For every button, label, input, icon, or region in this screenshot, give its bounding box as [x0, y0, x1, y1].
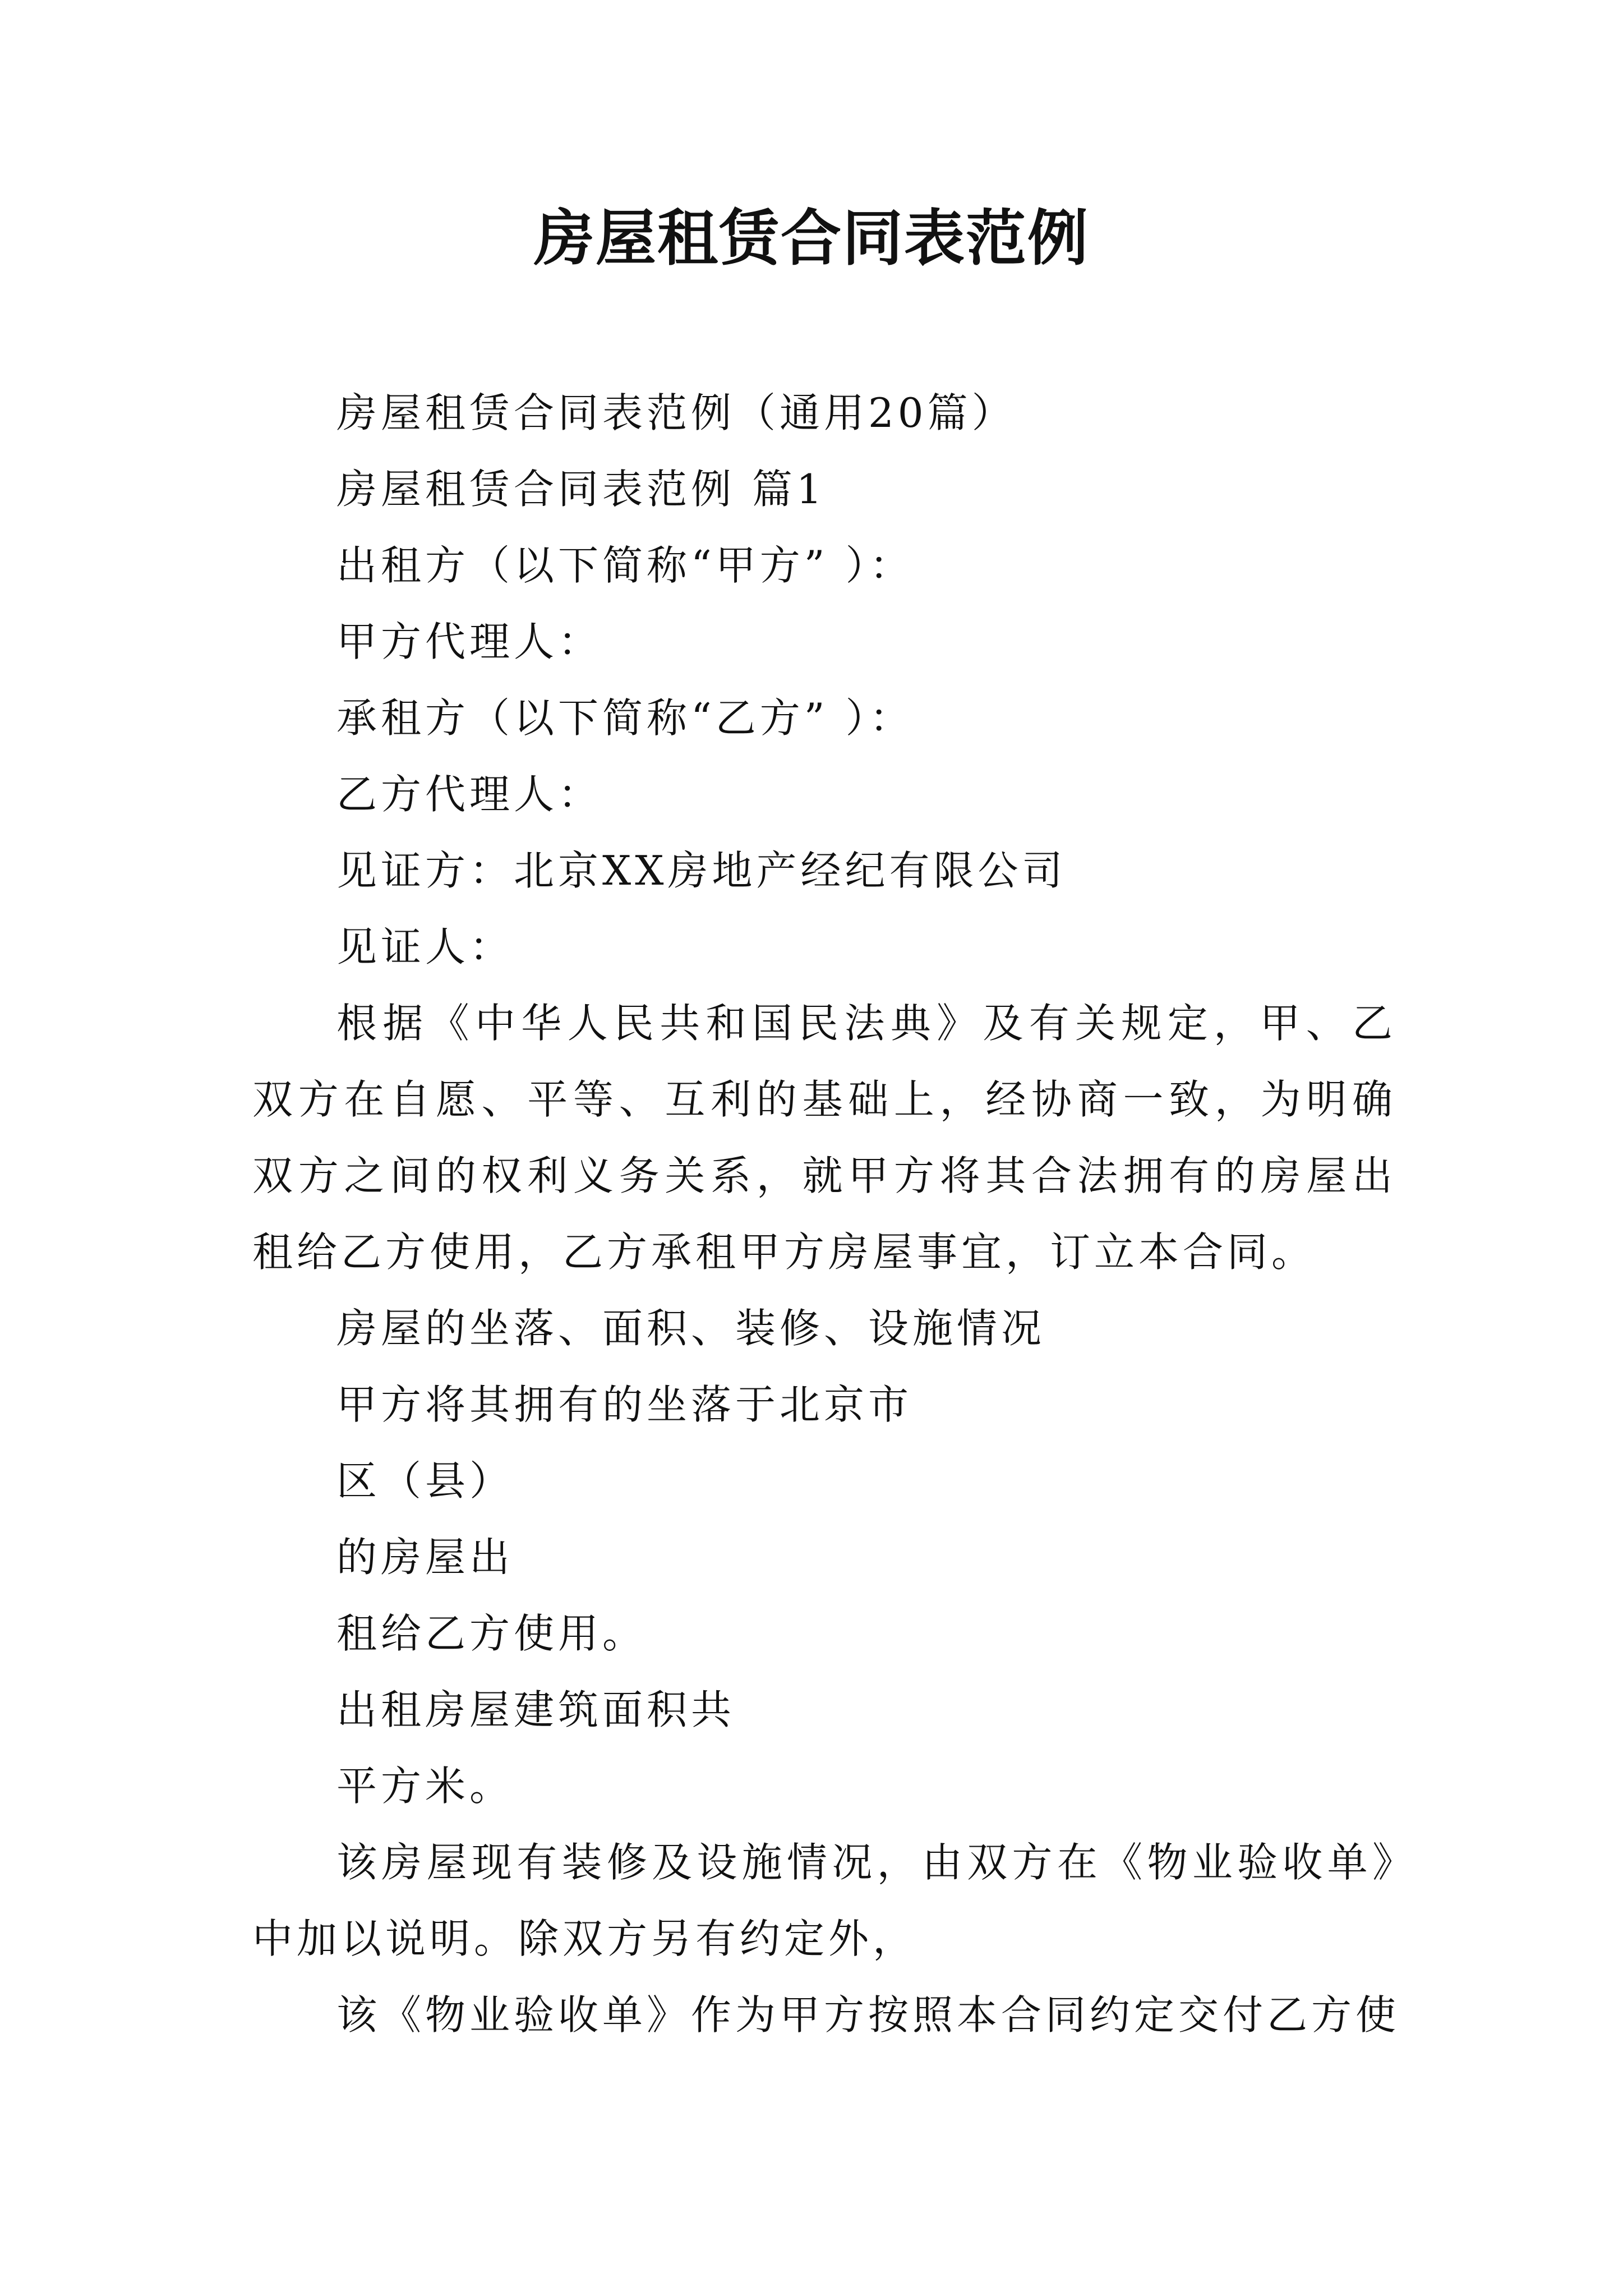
property-heading: 房屋的坐落、面积、装修、设施情况: [336, 1305, 1046, 1352]
property-house-line: 的房屋出: [336, 1534, 514, 1581]
lessee-agent-line: 乙方代理人：: [336, 771, 603, 818]
lessor-line: 出租方（以下简称“甲方” ）：: [336, 542, 914, 589]
acceptance-paragraph: 该《物业验收单》作为甲方按照本合同约定交付乙方使: [336, 1991, 1400, 2039]
document-body: [252, 375, 1400, 2053]
subtitle-line: 房屋租赁合同表范例（通用20篇）: [336, 389, 1016, 436]
preamble-paragraph: 根据《中华人民共和国民法典》及有关规定，甲、乙双方在自愿、平等、互利的基础上，经协商一致，为明确双方之间的权利义务关系，就甲方将其合法拥有的房屋出租给乙方使用，乙方承租甲方房屋事宜，订立本合同。: [252, 1000, 1396, 1276]
facilities-paragraph: 该房屋现有装修及设施情况，由双方在《物业验收单》中加以说明。除双方另有约定外，: [252, 1839, 1396, 1962]
property-location-line: 甲方将其拥有的坐落于北京市: [336, 1381, 913, 1428]
property-area-line: 出租房屋建筑面积共: [336, 1686, 736, 1733]
property-area-unit-line: 平方米。: [336, 1763, 514, 1810]
lessee-line: 承租方（以下简称“乙方” ）：: [336, 694, 914, 742]
lessor-agent-line: 甲方代理人：: [336, 618, 603, 665]
property-district-line: 区（县）: [336, 1457, 514, 1504]
document-title: 房屋租赁合同表范例: [533, 203, 1089, 274]
property-rent-line: 租给乙方使用。: [336, 1610, 647, 1657]
section-heading: 房屋租赁合同表范例 篇1: [336, 466, 826, 513]
witness-person-line: 见证人：: [336, 923, 514, 970]
witness-party-line: 见证方：北京XX房地产经纪有限公司: [336, 847, 1067, 894]
